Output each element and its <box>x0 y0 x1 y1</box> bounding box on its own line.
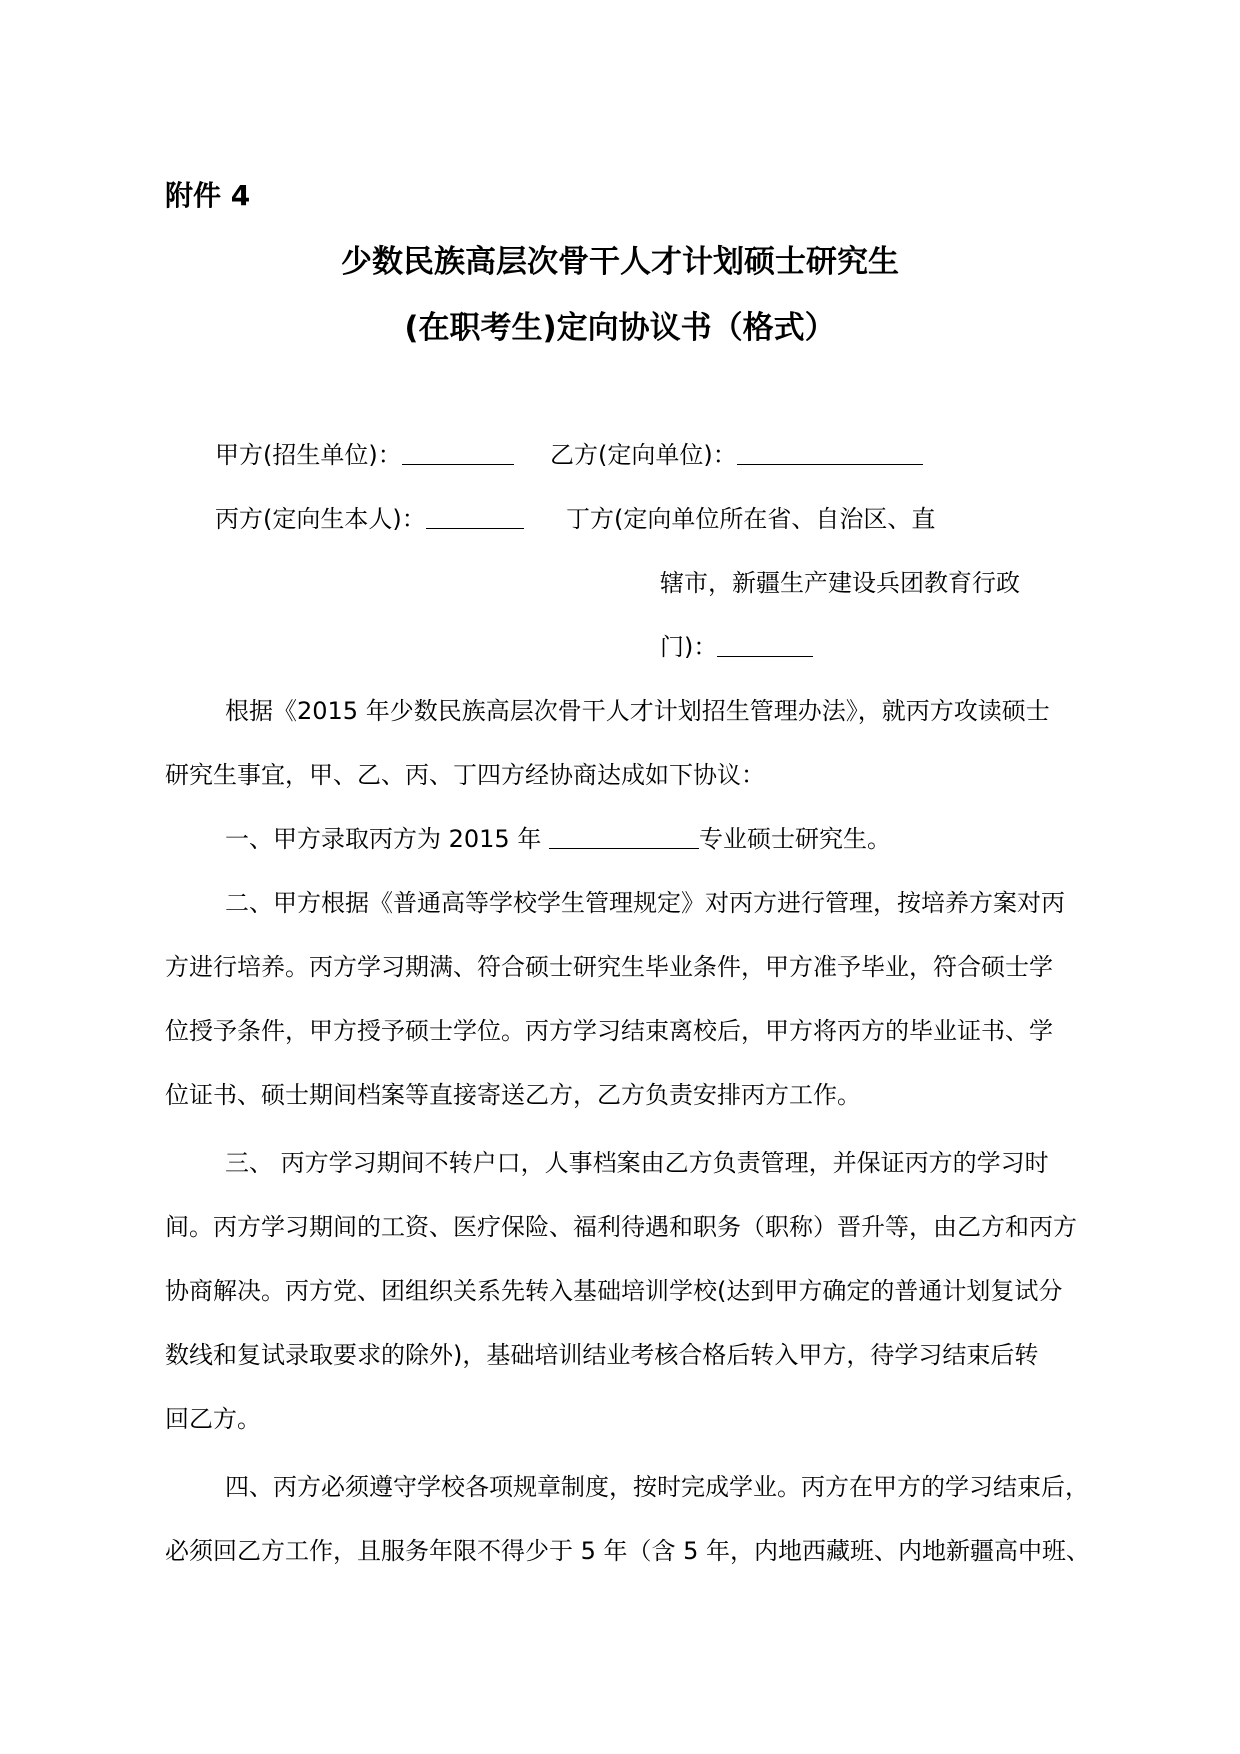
party-b-blank <box>737 440 923 465</box>
document-title-line-2: (在职考生)定向协议书（格式） <box>404 310 836 346</box>
party-c-blank <box>426 504 524 529</box>
party-d-label-2: 辖市，新疆生产建设兵团教育行政 <box>660 569 1020 597</box>
document-title-line-1: 少数民族高层次骨干人才计划硕士研究生 <box>341 244 899 280</box>
party-d-blank <box>717 632 813 657</box>
annex-label: 附件 4 <box>165 179 251 212</box>
clause-2-line-3: 位授予条件，甲方授予硕士学位。丙方学习结束离校后，甲方将丙方的毕业证书、学 <box>165 1017 1053 1045</box>
party-d-label-3: 门)： <box>660 633 718 661</box>
party-a-blank <box>402 440 514 465</box>
party-d-label-1: 丁方(定向单位所在省、自治区、直 <box>566 505 936 533</box>
party-d-row-3 <box>660 630 813 664</box>
clause-3-line-4: 数线和复试录取要求的除外)，基础培训结业考核合格后转入甲方，待学习结束后转 <box>165 1341 1039 1369</box>
clause-2-line-2: 方进行培养。丙方学习期满、符合硕士研究生毕业条件，甲方准予毕业，符合硕士学 <box>165 953 1053 981</box>
clause-4-line-1: 四、丙方必须遵守学校各项规章制度，按时完成学业。丙方在甲方的学习结束后， <box>225 1473 1089 1501</box>
clause-1-text-b: 专业硕士研究生。 <box>698 825 891 853</box>
clause-3-line-1: 三、 丙方学习期间不转户口，人事档案由乙方负责管理，并保证丙方的学习时 <box>225 1149 1049 1177</box>
intro-line-2: 研究生事宜，甲、乙、丙、丁四方经协商达成如下协议： <box>165 761 765 789</box>
party-c-row <box>215 502 524 536</box>
clause-3-line-3: 协商解决。丙方党、团组织关系先转入基础培训学校(达到甲方确定的普通计划复试分 <box>165 1277 1063 1305</box>
clause-2-line-1: 二、甲方根据《普通高等学校学生管理规定》对丙方进行管理，按培养方案对丙 <box>225 889 1065 917</box>
party-d-row-2 <box>660 566 1020 600</box>
major-blank <box>549 824 699 849</box>
clause-1-text-a: 一、甲方录取丙方为 2015 年 <box>225 825 549 853</box>
intro-line-1: 根据《2015 年少数民族高层次骨干人才计划招生管理办法》，就丙方攻读硕士 <box>225 697 1050 725</box>
party-d-row-1 <box>566 502 935 536</box>
party-a-row <box>215 438 514 472</box>
clause-3-line-2: 间。丙方学习期间的工资、医疗保险、福利待遇和职务（职称）晋升等，由乙方和丙方 <box>165 1213 1077 1241</box>
clause-2-line-4: 位证书、硕士期间档案等直接寄送乙方，乙方负责安排丙方工作。 <box>165 1081 861 1109</box>
clause-1 <box>225 822 891 856</box>
clause-3-line-5: 回乙方。 <box>165 1405 261 1433</box>
clause-4-line-2: 必须回乙方工作，且服务年限不得少于 5 年（含 5 年，内地西藏班、内地新疆高中班、 <box>165 1537 1091 1565</box>
party-b-row <box>550 438 923 472</box>
party-c-label: 丙方(定向生本人)： <box>215 505 426 533</box>
party-b-label: 乙方(定向单位)： <box>550 441 737 469</box>
party-a-label: 甲方(招生单位)： <box>215 441 402 469</box>
